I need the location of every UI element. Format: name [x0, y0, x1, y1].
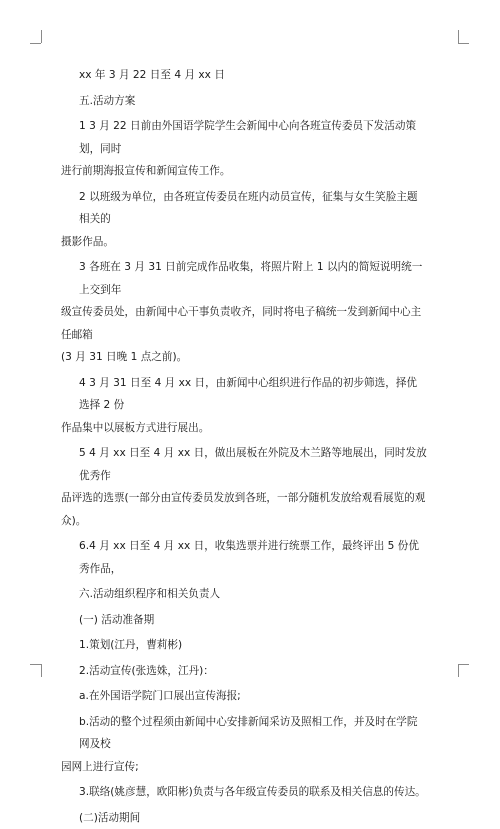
paragraph-line: (3 月 31 日晚 1 点之前)。 [61, 346, 427, 369]
subsection-heading: (二)活动期间 [79, 807, 427, 829]
paragraph-line: 2 以班级为单位，由各班宣传委员在班内动员宣传，征集与女生笑脸主题相关的 [79, 186, 427, 231]
paragraph-line: 摄影作品。 [61, 231, 427, 254]
section-heading: 五.活动方案 [79, 90, 427, 113]
list-item: b.活动的整个过程须由新闻中心安排新闻采访及照相工作，并及时在学院网及校 [79, 711, 427, 756]
paragraph-line: 进行前期海报宣传和新闻宣传工作。 [61, 160, 427, 183]
paragraph-line: 级宣传委员处，由新闻中心干事负责收齐，同时将电子稿统一发到新闻中心主任邮箱 [61, 301, 427, 346]
document-body [79, 64, 427, 829]
list-item: a.在外国语学院门口展出宣传海报; [79, 685, 427, 708]
list-item: 园网上进行宣传; [61, 756, 427, 779]
paragraph-line: 品评选的选票(一部分由宣传委员发放到各班，一部分随机发放给观看展览的观众)。 [61, 487, 427, 532]
paragraph-line: 6.4 月 xx 日至 4 月 xx 日，收集选票并进行统票工作，最终评出 5 份优秀作品， [79, 535, 427, 580]
section-heading: 六.活动组织程序和相关负责人 [79, 583, 427, 606]
list-item: 2.活动宣传(张选姝，江丹)： [79, 660, 427, 683]
paragraph-line: 3 各班在 3 月 31 日前完成作品收集，将照片附上 1 以内的简短说明统一上交到年 [79, 256, 427, 301]
list-item: 3.联络(姚彦慧，欧阳彬)负责与各年级宣传委员的联系及相关信息的传达。 [79, 781, 427, 804]
subsection-heading: (一) 活动准备期 [79, 609, 427, 632]
paragraph-line: 作品集中以展板方式进行展出。 [61, 417, 427, 440]
paragraph-line: 4 3 月 31 日至 4 月 xx 日，由新闻中心组织进行作品的初步筛选，择优选择 2 份 [79, 372, 427, 417]
paragraph-line: 1 3 月 22 日前由外国语学院学生会新闻中心向各班宣传委员下发活动策划，同时 [79, 115, 427, 160]
date-range-line: xx 年 3 月 22 日至 4 月 xx 日 [79, 64, 427, 87]
paragraph-line: 5 4 月 xx 日至 4 月 xx 日，做出展板在外院及木兰路等地展出，同时发放优秀作 [79, 442, 427, 487]
list-item: 1.策划(江丹，曹莉彬) [79, 634, 427, 657]
